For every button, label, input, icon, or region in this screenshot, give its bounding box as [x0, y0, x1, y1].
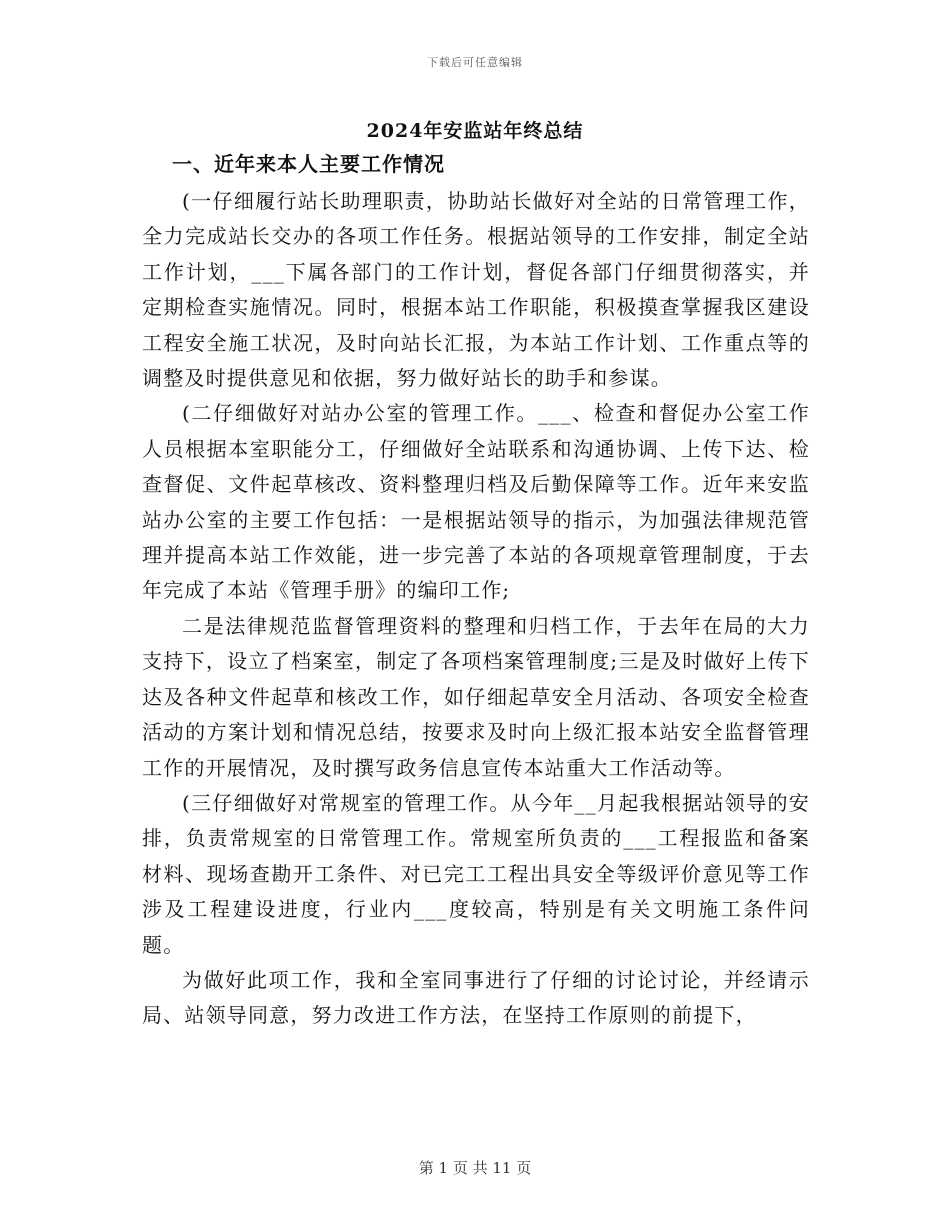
document-body — [142, 184, 810, 1034]
paragraph-3: 二是法律规范监督管理资料的整理和归档工作，于去年在局的大力支持下，设立了档案室，制定了各项档案管理制度;三是及时做好上传下达及各种文件起草和核改工作，如仔细起草安全月活动、各项安全检查活动的方案计划和情况总结，按要求及时向上级汇报本站安全监督管理工作的开展情况，及时撰写政务信息宣传本站重大工作活动等。 — [142, 613, 810, 780]
header-note: 下载后可任意编辑 — [427, 56, 523, 69]
paragraph-5: 为做好此项工作，我和全室同事进行了仔细的讨论讨论，并经请示局、站领导同意，努力改进工作方法，在坚持工作原则的前提下， — [142, 967, 810, 1028]
document-title: 2024年安监站年终总结 — [366, 120, 584, 142]
paragraph-1: (一仔细履行站长助理职责，协助站长做好对全站的日常管理工作，全力完成站长交办的各项工作任务。根据站领导的工作安排，制定全站工作计划，___下属各部门的工作计划，督促各部门仔细贯彻落实，并定期检查实施情况。同时，根据本站工作职能，积极摸查掌握我区建设工程安全施工状况，及时向站长汇报，为本站工作计划、工作重点等的调整及时提供意见和依据，努力做好站长的助手和参谋。 — [142, 189, 810, 391]
paragraph-4: (三仔细做好对常规室的管理工作。从今年__月起我根据站领导的安排，负责常规室的日常管理工作。常规室所负责的___工程报监和备案材料、现场查勘开工条件、对已完工工程出具安全等级评价意见等工作涉及工程建设进度，行业内___度较高，特别是有关文明施工条件问题。 — [142, 790, 810, 957]
section-heading: 一、近年来本人主要工作情况 — [172, 152, 445, 176]
paragraph-2: (二仔细做好对站办公室的管理工作。___、检查和督促办公室工作人员根据本室职能分工，仔细做好全站联系和沟通协调、上传下达、检查督促、文件起草核改、资料整理归档及后勤保障等工作。近年来安监站办公室的主要工作包括：一是根据站领导的指示，为加强法律规范管理并提高本站工作效能，进一步完善了本站的各项规章管理制度，于去年完成了本站《管理手册》的编印工作; — [142, 401, 810, 603]
page-number-footer: 第 1 页 共 11 页 — [418, 1159, 532, 1177]
